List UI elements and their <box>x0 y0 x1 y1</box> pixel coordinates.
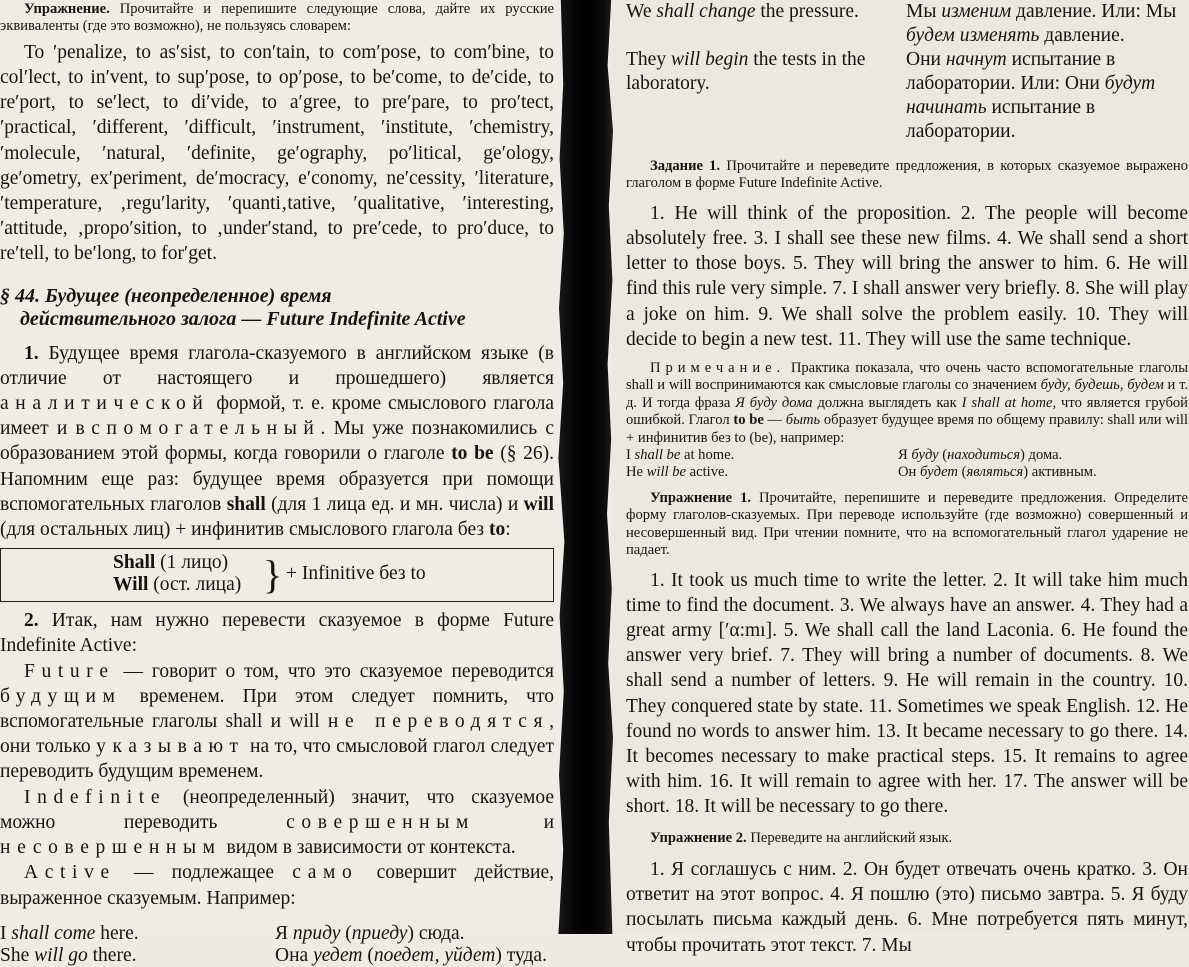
paragraph-indefinite: Indefinite (неопределенный) значит, что сказуемое можно переводить совершенным и несовершенным видом в зависимости от контекста. <box>0 786 555 859</box>
paragraph-1: 1. Будущее время глагола-сказуемого в английском языке (в отличие от настоящего и прошедшего) является аналитической формой, т. е. кроме смыслового глагола имеет и вспомогательный. Мы уже познакомились с образованием этой формы, когда говорили о глаголе to be (§ 26). Напомним еще раз: будущее время образуется при помощи вспомогательных глаголов shall (для 1 лица ед. и мн. числа) и will (для остальных лиц) + инфинитив смыслового глагола без to: <box>0 342 554 541</box>
example-row: We shall change the pressure. Мы изменим давление. Или: Мы будем изменять давление. <box>626 1 1177 46</box>
left-page <box>0 0 560 966</box>
right-page <box>612 0 1189 956</box>
exercise-2-heading: Упражнение 2. Переведите на английский язык. <box>650 829 953 846</box>
note-example-row: I shall be at home. Я буду (находиться) дома. <box>626 447 1063 464</box>
formula-auxiliaries: Shall (1 лицо) Will (ост. лица) <box>113 552 242 596</box>
note-example-row: He will be active. Он будет (являться) активным. <box>626 464 1097 481</box>
paragraph-future: Future — говорит о том, что это сказуемое переводится будущим временем. При этом следует помнить, что вспомогательные глаголы shall и will не переводятся, они только указывают на то, что смысловой глагол следует переводить будущим временем. <box>0 660 554 783</box>
formula-infinitive: + Infinitive без to <box>286 563 426 585</box>
paragraph-active: Active — подлежащее само совершит действие, выраженное сказуемым. Например: <box>0 862 554 909</box>
right-column <box>626 0 1188 958</box>
example-row: I shall come here. Я приду (приеду) сюда. <box>0 922 465 944</box>
exercise-heading: Упражнение. Прочитайте и перепишите следующие слова, дайте их русские эквиваленты (где это возможно), не пользуясь словарем: <box>0 1 554 35</box>
exercise-1-heading: Упражнение 1. Прочитайте, перепишите и переведите предложения. Определите форму глаголов-сказуемых. При переводе используйте (где возможно) совершенный и несовершенный вид. При чтении помните, что на вспомогательный глагол ударение не падает. <box>626 489 1188 559</box>
book-spine-shadow <box>556 0 616 934</box>
exercise-2-sentences: 1. Я соглашусь с ним. 2. Он будет отвечать очень кратко. 3. Он ответит на этот вопрос. 4. Я пошлю (это) письмо завтра. 5. Я буду посылать письма каждый день. 6. Мне потребуется пять минут, чтобы прочитать этот текст. 7. Мы <box>626 858 1188 956</box>
exercise-1-sentences: 1. It took us much time to write the letter. 2. It will take him much time to find the document. 3. We always have an answer. 4. They had a great army [′α:mı]. 5. We shall call the land Laconia. 6. He found the answer very brief. 7. They will bring a number of documents. 8. We shall send a number of letters. 9. He will remain in the country. 10. They conquered state by state. 11. Sometimes we speak English. 12. He found no words to answer him. 13. It became necessary to go there. 14. It becomes necessary to make practical steps. 15. It remains to agree with him. 16. It will remain to agree with her. 17. The answer will be short. 18. It will be necessary to go there. <box>626 569 1188 818</box>
paragraph-2: 2. Итак, нам нужно перевести сказуемое в форме Future Indefinite Active: <box>0 610 554 657</box>
note-paragraph: Примечание. Практика показала, что очень часто вспомогательные глаголы shall и will воспринимаются как смысловые глаголы со значением буду, будешь, будем и т. д. И тогда фраза Я буду дома должна выглядеть как I shall at home, что является грубой ошибкой. Глагол to be — быть образует будущее время по общему правилу: shall или will + инфинитив без to (be), например: <box>626 360 1188 446</box>
formula-box <box>0 548 554 602</box>
task-1-heading: Задание 1. Прочитайте и переведите предложения, в которых сказуемое выражено глаголом в форме Future Indefinite Active. <box>626 158 1188 192</box>
task-1-sentences: 1. He will think of the proposition. 2. The people will become absolutely free. 3. I shall see these new films. 4. We shall send a short letter to those boys. 5. They will bring the answer to him. 6. He will find this rule very simple. 7. I shall answer very briefly. 8. She will play a joke on him. 9. We shall solve the problem easily. 10. They will decide to begin a new test. 11. They will use the same technique. <box>626 202 1188 350</box>
stress-word-list: To ′penalize, to as′sist, to con′tain, to com′pose, to com′bine, to col′lect, to in′vent, to sup′pose, to op′pose, to be′come, to de′cide, to re′port, to se′lect, to di′vide, to a′gree, to pre′pare, to pro′tect, ′practical, ′different, ′difficult, ′instrument, ′institute, ′chemistry, ′molecule, ′natural, ′definite, ge′ography, po′litical, ge′ology, ge′ometry, ex′periment, de′mocracy, e′conomy, ne′cessity, ′literature, ′temperature, ‚regu′larity, ′quanti‚tative, ′qualitative, ′interesting, ′attitude, ‚propo′sition, to ‚under′stand, to pre′cede, to pro′duce, to re′tell, to be′long, to for′get. <box>0 41 554 265</box>
example-row: She will go there. Она уедет (поедет, уйдет) туда. <box>0 944 547 966</box>
brace-symbol: } <box>263 552 283 598</box>
section-title: § 44. Будущее (неопределенное) время действительного залога — Future Indefinite Active <box>0 284 466 330</box>
left-column <box>0 0 554 967</box>
example-row: They will begin the tests in the laboratory. Они начнут испытание в лаборатории. Или: Они будут начинать испытание в лаборатории. <box>626 49 1156 142</box>
